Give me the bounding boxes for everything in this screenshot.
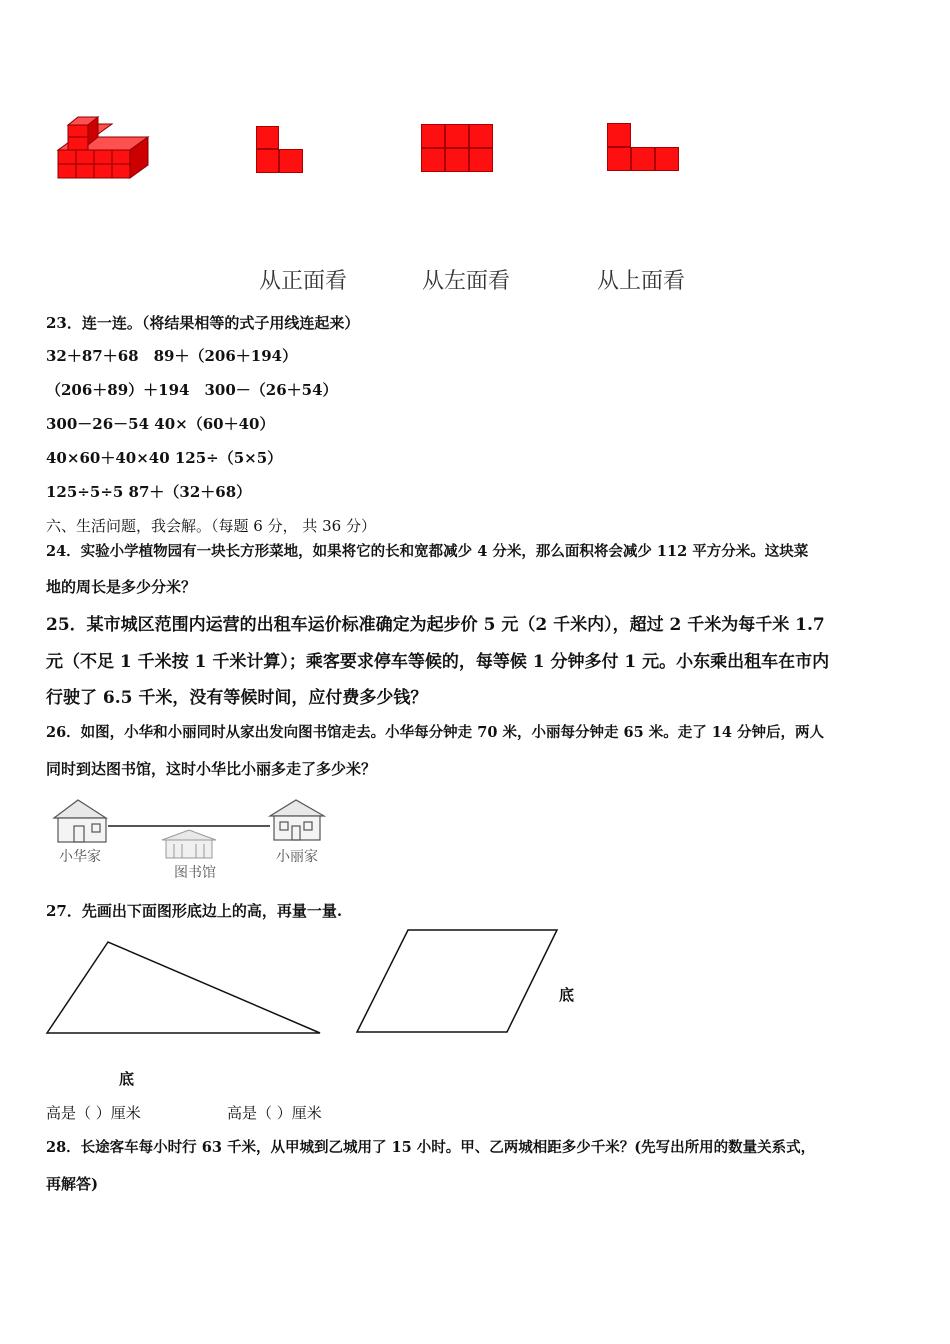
q25-text: 元（不足 1 千米按 1 千米计算）；乘客要求停车等候的，每等候 1 分钟多付 1 元。小东乘出租车在市内 — [46, 652, 830, 672]
q27-title: 27．先画出下面图形底边上的高，再量一量. — [46, 902, 343, 920]
q23-row: 40×60＋40×40 125÷（5×5） — [46, 449, 283, 467]
q23-row: 125÷5÷5 87＋（32＋68） — [46, 483, 252, 501]
parallelogram-base-label: 底 — [559, 986, 575, 1004]
triangle-base-label: 底 — [119, 1070, 135, 1088]
q26-text: 同时到达图书馆，这时小华比小丽多走了多少米？ — [46, 760, 377, 778]
parallelogram-figure — [352, 926, 562, 1038]
xiaoli-house-icon — [270, 800, 324, 840]
q23-row: 32＋87＋68 89＋（206＋194） — [46, 347, 298, 365]
q23-title: 23．连一连。（将结果相等的式子用线连起来） — [46, 314, 360, 332]
q25-text: 25．某市城区范围内运营的出租车运价标准确定为起步价 5 元（2 千米内），超过 2 千米为每千米 1.7 — [46, 615, 825, 635]
front-view-label: 从正面看 — [259, 269, 348, 294]
q28-text: 28．长途客车每小时行 63 千米，从甲城到乙城用了 15 小时。甲、乙两城相距多少千米？(先写出所用的数量关系式， — [46, 1139, 816, 1156]
library-icon — [162, 830, 216, 858]
xiaohua-house-icon — [54, 800, 106, 842]
q24-text: 24．实验小学植物园有一块长方形菜地，如果将它的长和宽都减少 4 分米，那么面积将会减少 112 平方分米。这块菜 — [46, 543, 809, 560]
parallelogram-height-answer: 高是（ ）厘米 — [227, 1104, 322, 1122]
q23-row: （206＋89）＋194 300－（26＋54） — [46, 381, 338, 399]
top-view-label: 从上面看 — [597, 269, 686, 294]
triangle-height-answer: 高是（ ）厘米 — [46, 1104, 141, 1122]
q26-text: 26．如图，小华和小丽同时从家出发向图书馆走去。小华每分钟走 70 米，小丽每分钟走 65 米。走了 14 分钟后，两人 — [46, 724, 824, 741]
library-label: 图书馆 — [174, 865, 216, 881]
triangle-figure — [44, 938, 324, 1038]
q23-row: 300－26－54 40×（60＋40） — [46, 415, 275, 433]
left-view-label: 从左面看 — [422, 269, 511, 294]
xiaohua-home-label: 小华家 — [59, 849, 101, 865]
xiaoli-home-label: 小丽家 — [276, 849, 318, 865]
cube-solid-figure — [50, 105, 155, 185]
q25-text: 行驶了 6.5 千米，没有等候时间，应付费多少钱？ — [46, 688, 428, 708]
q28-text: 再解答) — [46, 1175, 99, 1193]
section-six-heading: 六、生活问题，我会解。（每题 6 分， 共 36 分） — [46, 517, 376, 535]
q24-text: 地的周长是多少分米？ — [46, 578, 197, 596]
